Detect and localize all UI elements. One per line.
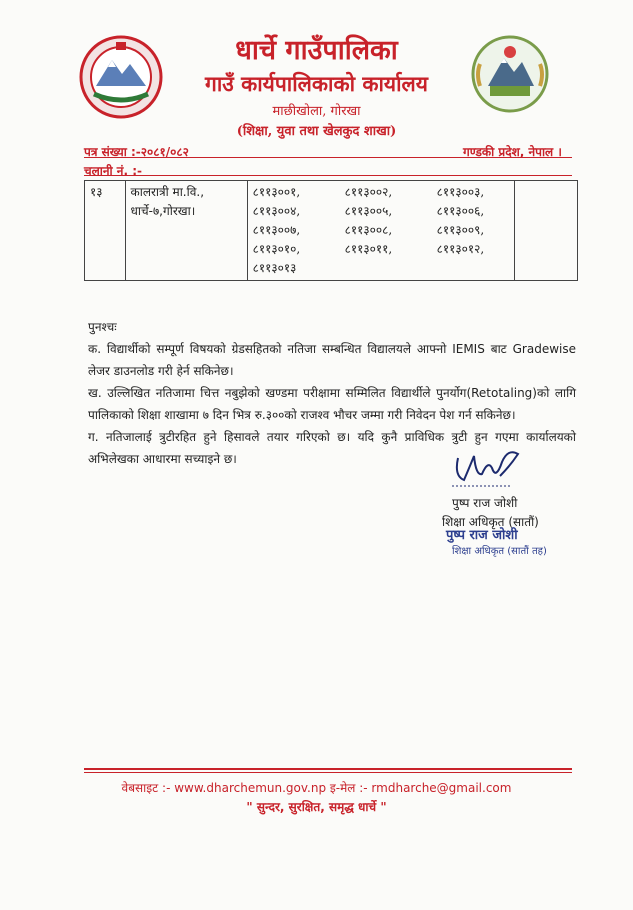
letter-number: पत्र संख्या :-२०८१/०८२ [84,145,189,159]
symbol-number: ८११३००७, [252,223,301,237]
symbol-number: ८११३००४, [252,204,301,218]
note-item: ख. उल्लिखित नतिजामा चित्त नबुझेको खण्डमा परीक्षामा सम्मिलित विद्यार्थीले पुनर्योग(Retotaling)को लागि पालिकाको शिक्षा शाखामा ७ दिन भित्र रु.३००को राजश्व भौचर जम्मा गरी निवेदन पेश गर्न सकिनेछ। [88,386,576,422]
symbol-number: ८११३००९, [436,223,485,237]
province-name: गण्डकी प्रदेश, नेपाल । [463,145,562,159]
symbol-number: ८११३००५, [344,204,393,218]
symbol-number: ८११३०१३ [252,261,297,275]
header-divider [84,157,572,158]
footer-divider [84,768,572,770]
symbol-numbers-cell [247,181,514,281]
symbol-number: ८११३०११, [344,242,393,256]
symbol-number: ८११३०१०, [252,242,301,256]
serial-number-cell: १३ [85,181,126,281]
office-location: माछीखोला, गोरखा [272,104,361,119]
note-item: क. विद्यार्थीको सम्पूर्ण विषयको ग्रेडसहितको नतिजा सम्बन्धित विद्यालयले आफ्नो IEMIS बाट Gradewise लेजर डाउनलोड गरी हेर्न सकिनेछ। [88,342,576,378]
results-table [84,180,578,281]
dispatch-number: चलानी नं. :- [84,164,142,178]
note-item: ग. नतिजालाई त्रुटीरहित हुने हिसावले तयार गरिएको छ। यदि कुनै प्राविधिक त्रुटी हुन गएमा कार्यालयको अभिलेखका आधारमा सच्याइने छ। [88,430,576,466]
symbol-number: ८११३००१, [252,185,301,199]
signatory-name: पुष्प राज जोशी [452,496,518,510]
table-row [85,181,578,281]
official-stamp-name: पुष्प राज जोशी [446,528,518,543]
office-subtitle: गाउँ कार्यपालिकाको कार्यालय [205,71,428,96]
signatory-designation: शिक्षा अधिकृत (सातौं) [442,515,539,529]
official-stamp-designation: शिक्षा अधिकृत (सातौं तह) [452,546,547,557]
municipality-title: धार्चे गाउँपालिका [235,35,398,66]
school-name-cell: कालरात्री मा.वि., धार्चे-७,गोरखा। [125,181,247,281]
footer-slogan: " सुन्दर, सुरक्षित, समृद्ध धार्चे " [246,800,387,814]
remarks-cell [514,181,577,281]
symbol-number-list [253,183,509,278]
footer-divider-2 [84,772,572,773]
symbol-number: ८११३००६, [436,204,485,218]
symbol-number: ८११३००२, [344,185,393,199]
footer-contact: वेबसाइट :- www.dharchemun.gov.np इ-मेल :- rmdharche@gmail.com [121,781,512,795]
symbol-number: ८११३००३, [436,185,485,199]
symbol-number: ८११३०१२, [436,242,485,256]
handwritten-signature [450,446,530,490]
header-divider-2 [84,175,572,176]
notes-heading: पुनश्चः [88,320,117,334]
section-name: (शिक्षा, युवा तथा खेलकुद शाखा) [236,124,397,139]
symbol-number: ८११३००८, [344,223,393,237]
